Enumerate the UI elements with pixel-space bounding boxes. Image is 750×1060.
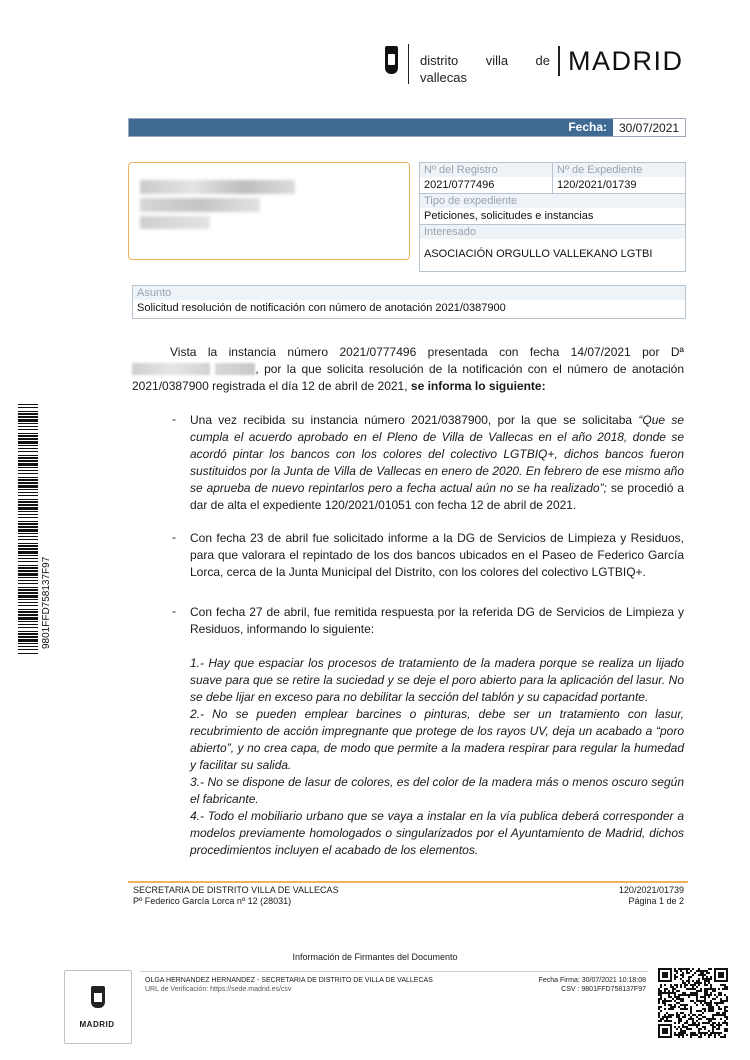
registro-table bbox=[419, 162, 686, 272]
bullet-dash: - bbox=[172, 412, 176, 426]
asunto-text: Solicitud resolución de notificación con número de anotación 2021/0387900 bbox=[137, 302, 506, 314]
response-item-3: 3.- No se dispone de lasur de colores, es del color de la madera más o menos oscuro según el fabricante. bbox=[190, 775, 684, 806]
firmantes-rule bbox=[140, 971, 648, 972]
redacted-name bbox=[215, 363, 255, 375]
num-registro-label: Nº del Registro bbox=[420, 163, 552, 177]
qr-code-icon bbox=[658, 968, 728, 1038]
fecha-firma: Fecha Firma: 30/07/2021 10:18:08 bbox=[538, 977, 646, 984]
redacted-address-line bbox=[140, 198, 260, 212]
barcode-graphic bbox=[18, 404, 38, 654]
tipo-expediente-value: Peticiones, solicitudes e instancias bbox=[424, 210, 594, 222]
interesado-value: ASOCIACIÓN ORGULLO VALLEKANO LGTBI bbox=[424, 248, 653, 260]
bullet-2: Con fecha 23 de abril fue solicitado informe a la DG de Servicios de Limpieza y Residuos, para que valorara el repintado de los dos bancos ubicados en el Paseo de Federico García Lorca, cerca de la Junta Municipal del Distrito, con los colores del colectivo LGTBIQ+. bbox=[190, 531, 684, 579]
logo-divider bbox=[408, 44, 409, 84]
footer-right bbox=[560, 885, 684, 907]
footer-address: Pº Federico García Lorca nº 12 (28031) bbox=[133, 896, 292, 906]
district-logo-text bbox=[420, 52, 550, 86]
asunto-label: Asunto bbox=[133, 286, 685, 300]
logo-word-vallecas: vallecas bbox=[420, 70, 467, 85]
bullet-dash: - bbox=[172, 530, 176, 544]
firmantes-date-block bbox=[470, 976, 646, 994]
firmantes-signer-block bbox=[145, 976, 433, 994]
logo-word-villa: villa bbox=[485, 53, 509, 68]
fecha-label-cell bbox=[129, 119, 613, 136]
intro-paragraph bbox=[132, 344, 684, 395]
barcode-code-label bbox=[40, 404, 52, 654]
csv-code: CSV : 9801FFD758137F97 bbox=[561, 986, 646, 993]
bullet-1-quote: “Que se cumpla el acuerdo aprobado en el Pleno de Villa de Vallecas en el año 2018, donde se acordó pintar los bancos con los colores del colectivo LGTBIQ+, dichos bancos fueron sustituidos por la Junta de Villa de Vallecas en enero de 2020. En febrero de ese mismo año se aprueba de nuevo repintarlos pero a fecha actual aún no se ha realizado”; bbox=[190, 413, 685, 495]
logo-word-distrito: distrito bbox=[420, 53, 459, 68]
bullet-3: Con fecha 27 de abril, fue remitida respuesta por la referida DG de Servicios de Limpieza y Residuos, informando lo siguiente: bbox=[190, 605, 684, 636]
redacted-address-line bbox=[140, 216, 210, 229]
footer-page-number: Página 1 de 2 bbox=[628, 896, 684, 906]
footer-expediente: 120/2021/01739 bbox=[618, 885, 684, 895]
logo-madrid: MADRID bbox=[568, 46, 684, 76]
intro-text-b: , por la que solicita resolución de la notificación con el número de anotación 2021/0387900 registrada el día 12 de abril de 2021, bbox=[132, 362, 684, 393]
response-item-1: 1.- Hay que espaciar los procesos de tratamiento de la madera porque se realiza un lijado suave para que se retire la suciedad y se deje el poro abierto para la aplicación del lasur. No se debe lijar en exceso para no debilitar la sección del tablón y su capacidad portante. bbox=[190, 656, 684, 704]
intro-bold: se informa lo siguiente: bbox=[410, 379, 546, 393]
fecha-bar bbox=[128, 118, 686, 137]
num-registro-value: 2021/0777496 bbox=[424, 179, 495, 191]
bullet-1 bbox=[190, 412, 684, 514]
bullet-1-text-b: se procedió a dar de alta el expediente 120/2021/01051 con fecha 12 de abril de 2021. bbox=[190, 481, 684, 512]
barcode-code-text: 9801FFD758137F97 bbox=[41, 556, 52, 649]
footer-rule bbox=[128, 881, 688, 883]
firmantes-title: Información de Firmantes del Documento bbox=[292, 952, 458, 962]
interesado-label: Interesado bbox=[420, 225, 685, 239]
intro-text-a: Vista la instancia número 2021/0777496 presentada con fecha 14/07/2021 por Dª bbox=[170, 345, 684, 359]
footer-left bbox=[133, 885, 339, 907]
madrid-shield-icon bbox=[91, 986, 105, 1008]
num-expediente-value: 120/2021/01739 bbox=[557, 179, 637, 191]
fecha-label: Fecha: bbox=[568, 120, 607, 134]
bullet-dash: - bbox=[172, 604, 176, 618]
tipo-expediente-label: Tipo de expediente bbox=[420, 194, 685, 208]
madrid-shield-logo-icon bbox=[385, 46, 398, 74]
num-expediente-label: Nº de Expediente bbox=[553, 163, 685, 177]
redacted-address-line bbox=[140, 180, 295, 194]
response-item-2: 2.- No se pueden emplear barcines o pinturas, debe ser un tratamiento con lasur, recubrimiento de acción impregnante que protege de los rayos UV, deja un acabado a “poro abierto”, y no crea capa, de modo que permite a la madera respirar para regular la humedad y facilitar su salida. bbox=[190, 707, 684, 772]
logo-word-de: de bbox=[535, 53, 550, 68]
firmantes-logo-text: MADRID bbox=[79, 1020, 115, 1029]
bullet-1-text-a: Una vez recibida su instancia número 2021/0387900, por la que se solicitaba bbox=[190, 413, 633, 427]
redacted-name bbox=[132, 363, 210, 375]
asunto-box bbox=[132, 285, 686, 319]
signer-name: OLGA HERNANDEZ HERNANDEZ - SECRETARIA DE DISTRITO DE VILLA DE VALLECAS bbox=[145, 977, 433, 984]
response-item-4: 4.- Todo el mobiliario urbano que se vaya a instalar en la vía publica deberá corresponder a modelos previamente homologados o singularizados por el Ayuntamiento de Madrid, dichos procedimientos incluyen el acabado de los elementos. bbox=[190, 809, 684, 857]
fecha-value: 30/07/2021 bbox=[619, 121, 680, 135]
footer-office: SECRETARIA DE DISTRITO VILLA DE VALLECAS bbox=[133, 885, 339, 895]
logo-divider-2 bbox=[558, 46, 560, 76]
verification-url: URL de Verificación: https://sede.madrid.es/csv bbox=[145, 986, 292, 993]
